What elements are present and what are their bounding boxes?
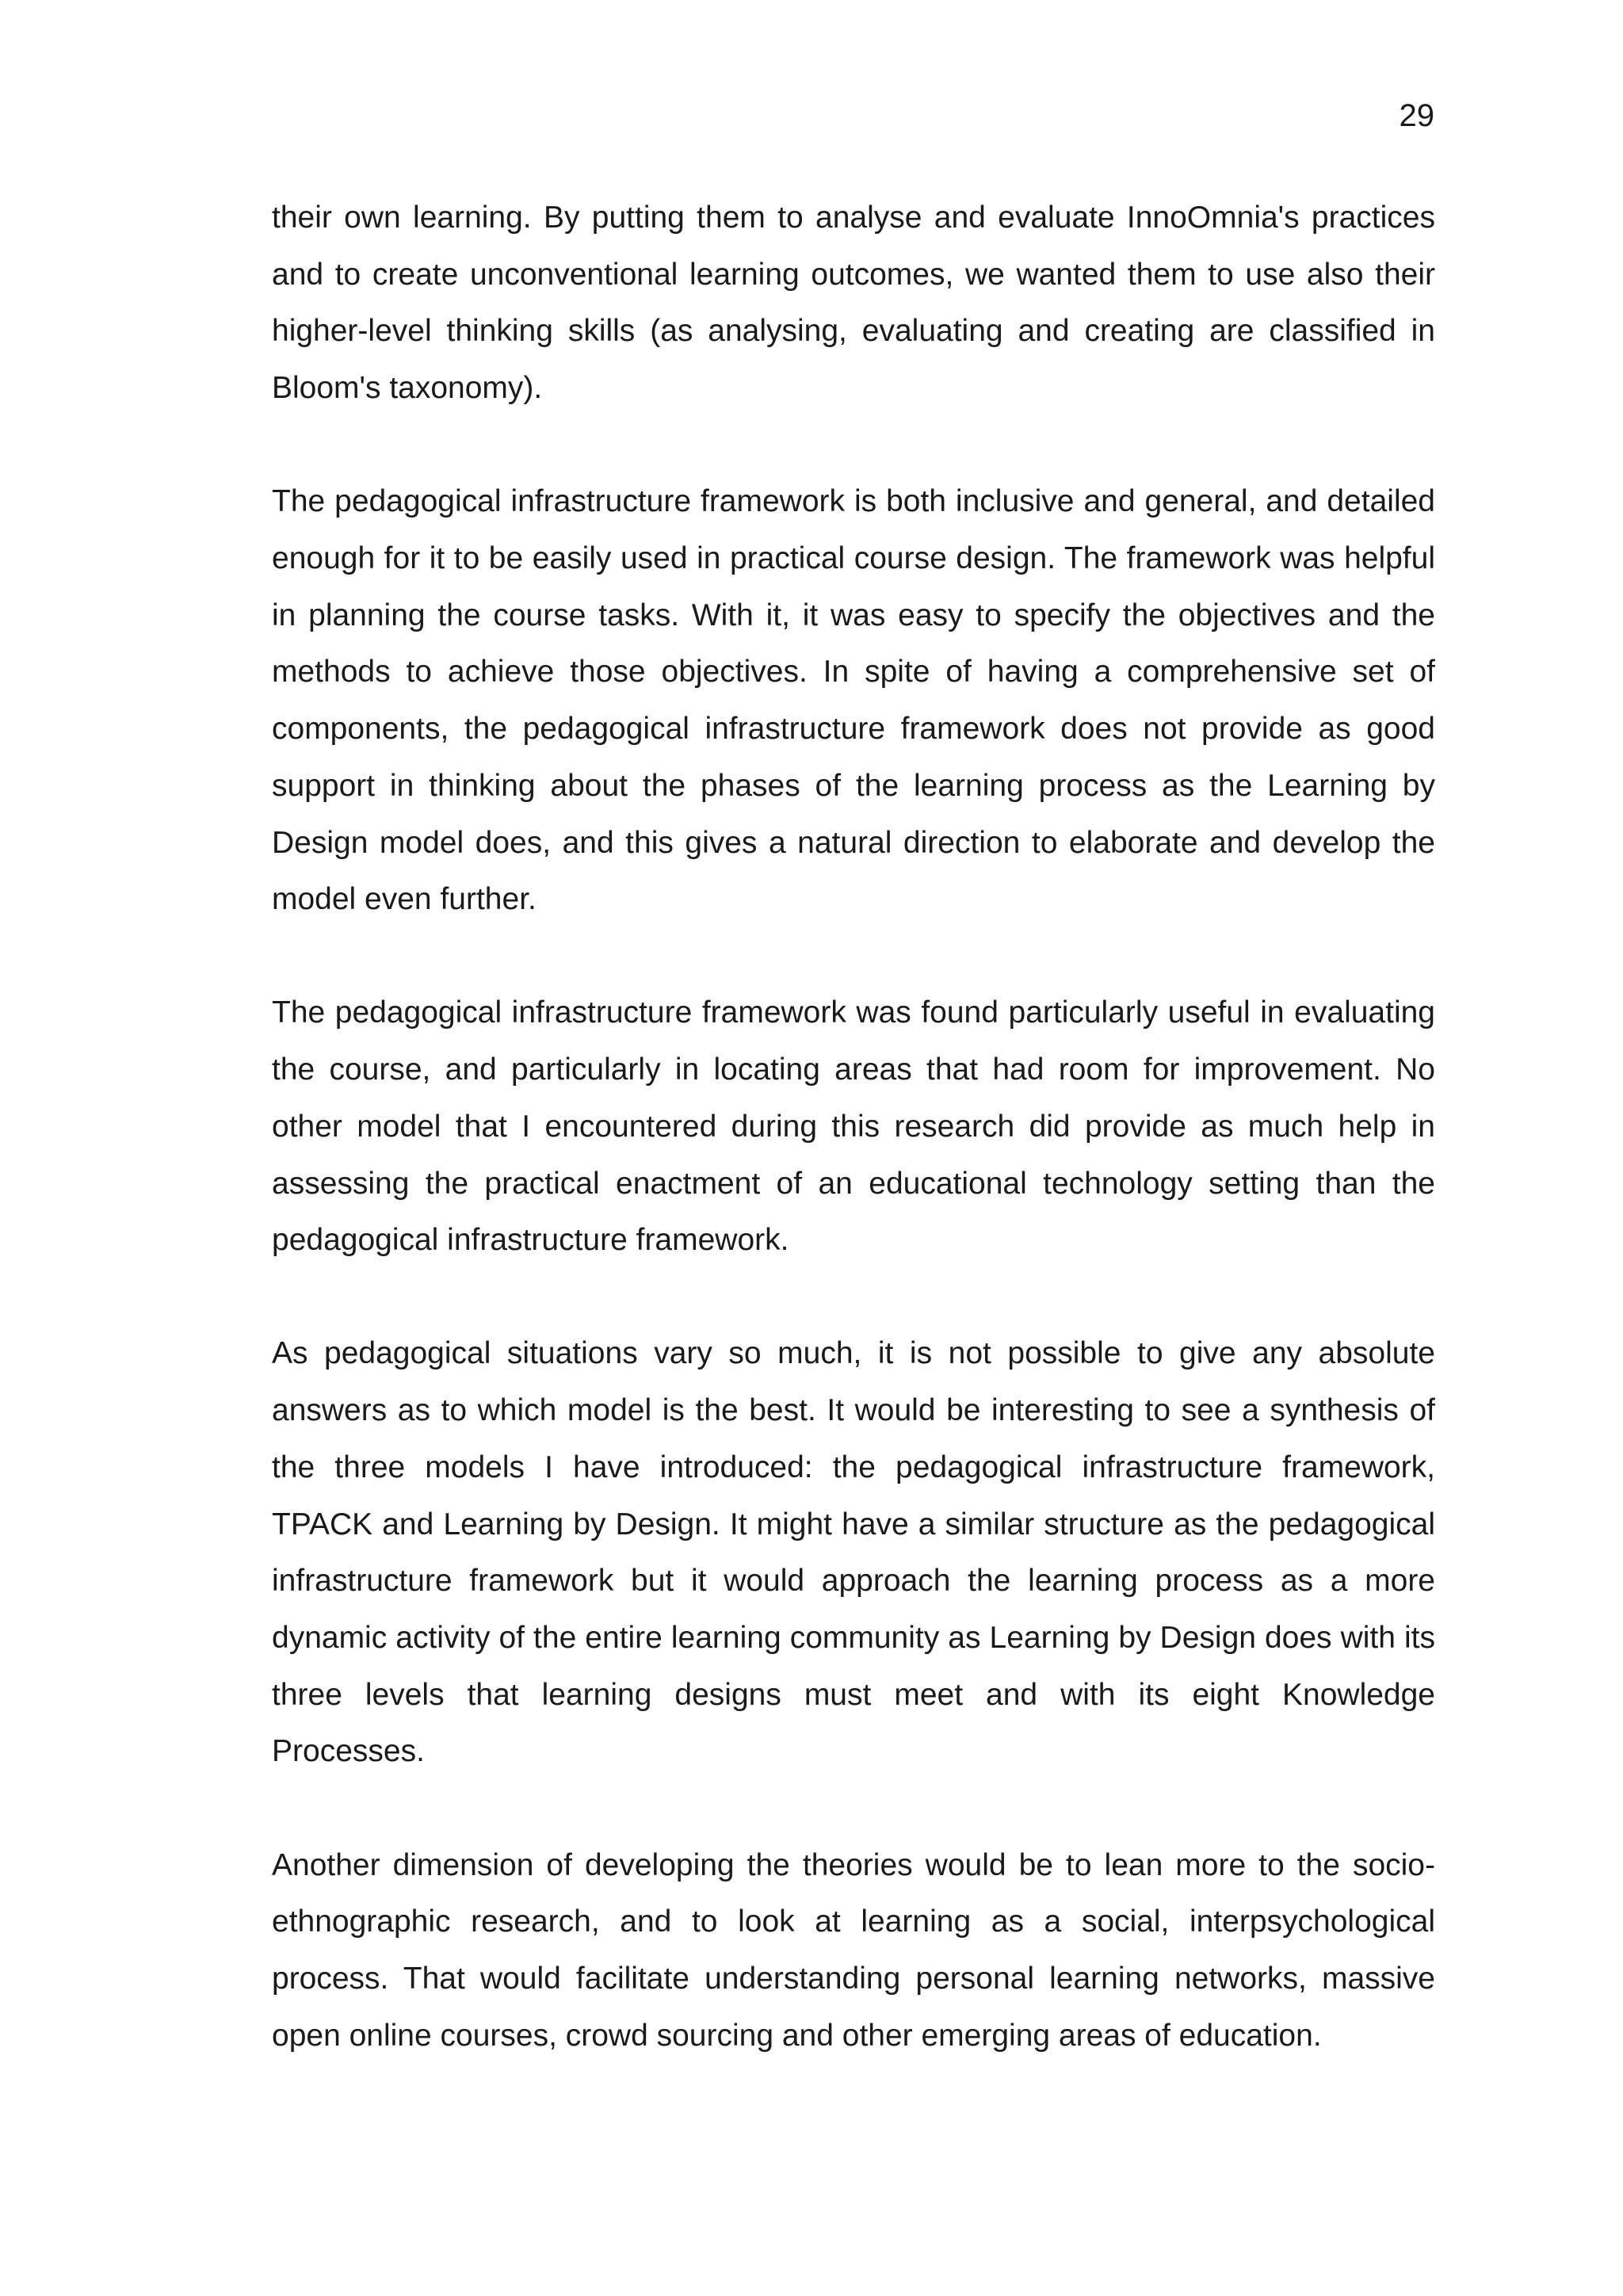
paragraph-3: The pedagogical infrastructure framework was found particularly useful in evaluating the course, and particularly in locating areas that had room for improvement. No other model that I encountered during this research did provide as much help in assessing the practical enactment of an educational technology setting than the pedagogical infrastructure framework. [272, 995, 1435, 1258]
paragraph-4: As pedagogical situations vary so much, it is not possible to give any absolute answers as to which model is the best. It would be interesting to see a synthesis of the three models I have introduced: the pedagogical infrastructure framework, TPACK and Learning by Design. It might have a similar structure as the pedagogical infrastructure framework but it would approach the learning process as a more dynamic activity of the entire learning community as Learning by Design does with its three levels that learning designs must meet and with its eight Knowledge Processes. [272, 1336, 1435, 1769]
paragraph-5: Another dimension of developing the theories would be to lean more to the socio-ethnographic research, and to look at learning as a social, interpsychological process. That would facilitate understanding personal learning networks, massive open online courses, crowd sourcing and other emerging areas of education. [272, 1847, 1435, 2053]
paragraph-2: The pedagogical infrastructure framework is both inclusive and general, and detailed enough for it to be easily used in practical course design. The framework was helpful in planning the course tasks. With it, it was easy to specify the objectives and the methods to achieve those objectives. In spite of having a comprehensive set of components, the pedagogical infrastructure framework does not provide as good support in thinking about the phases of the learning process as the Learning by Design model does, and this gives a natural direction to elaborate and develop the model even further. [272, 484, 1435, 917]
body-text [272, 189, 1435, 2064]
paragraph-1: their own learning. By putting them to analyse and evaluate InnoOmnia's practices and to create unconventional learning outcomes, we wanted them to use also their higher-level thinking skills (as analysing, evaluating and creating are classified in Bloom's taxonomy). [272, 201, 1435, 406]
page-number: 29 [1399, 98, 1434, 133]
